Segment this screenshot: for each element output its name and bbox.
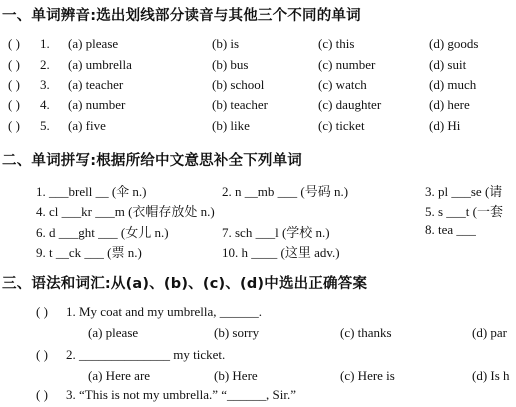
spelling-item[interactable]: 9. t __ck ___ (票 n.) bbox=[36, 245, 142, 260]
answer-blank[interactable]: ( ) bbox=[8, 57, 20, 72]
question-stem: 1. My coat and my umbrella, ______. bbox=[66, 304, 263, 319]
answer-blank[interactable]: ( ) bbox=[36, 304, 48, 319]
spelling-row-4 bbox=[0, 242, 516, 262]
grammar-question-3-stem bbox=[0, 387, 516, 407]
spelling-row-3 bbox=[0, 222, 516, 242]
option-c: (c) thanks bbox=[340, 325, 392, 340]
question-number: 4. bbox=[40, 97, 50, 112]
option-d: (d) Hi bbox=[429, 118, 461, 133]
option-b: (b) Here bbox=[214, 368, 258, 383]
spelling-item[interactable]: 10. h ____ (这里 adv.) bbox=[222, 245, 340, 260]
section-title-spelling: 二、单词拼写:根据所给中文意思补全下列单词 bbox=[2, 153, 302, 169]
answer-blank[interactable]: ( ) bbox=[8, 77, 20, 92]
question-number: 3. bbox=[40, 77, 50, 92]
option-b: (b) school bbox=[212, 77, 265, 92]
question-number: 5. bbox=[40, 118, 50, 133]
option-c: (c) ticket bbox=[318, 118, 365, 133]
option-b: (b) is bbox=[212, 36, 240, 51]
option-a: (a) please bbox=[88, 325, 139, 340]
option-a: (a) please bbox=[68, 36, 119, 51]
section-title-phonics: 一、单词辨音:选出划线部分读音与其他三个不同的单词 bbox=[2, 8, 361, 24]
option-d: (d) suit bbox=[429, 57, 467, 72]
answer-blank[interactable]: ( ) bbox=[8, 118, 20, 133]
spelling-item[interactable]: 6. d ___ght ___ (女儿 n.) bbox=[36, 225, 169, 240]
option-a: (a) Here are bbox=[88, 368, 151, 383]
question-stem: 2. ______________ my ticket. bbox=[66, 347, 226, 362]
spelling-row-2 bbox=[0, 201, 516, 221]
phonics-question-1 bbox=[8, 36, 516, 56]
option-c: (c) watch bbox=[318, 77, 367, 92]
question-number: 2. bbox=[40, 57, 50, 72]
spelling-item[interactable]: 7. sch ___l (学校 n.) bbox=[222, 225, 330, 240]
phonics-question-2 bbox=[8, 57, 516, 77]
option-b: (b) bus bbox=[212, 57, 249, 72]
spelling-item[interactable]: 1. ___brell __ (伞 n.) bbox=[36, 184, 147, 199]
option-b: (b) like bbox=[212, 118, 250, 133]
phonics-question-3 bbox=[8, 77, 516, 97]
phonics-question-4 bbox=[8, 97, 516, 117]
option-c: (c) Here is bbox=[340, 368, 395, 383]
grammar-question-1-options bbox=[0, 325, 516, 345]
option-a: (a) teacher bbox=[68, 77, 124, 92]
question-number: 1. bbox=[40, 36, 50, 51]
spelling-row-1 bbox=[0, 181, 516, 201]
answer-blank[interactable]: ( ) bbox=[36, 347, 48, 362]
answer-blank[interactable]: ( ) bbox=[8, 97, 20, 112]
grammar-question-2-options bbox=[0, 368, 516, 388]
option-d: (d) par bbox=[472, 325, 508, 340]
option-c: (c) this bbox=[318, 36, 355, 51]
grammar-question-1-stem bbox=[0, 304, 516, 324]
spelling-item[interactable]: 2. n __mb ___ (号码 n.) bbox=[222, 184, 349, 199]
option-c: (c) daughter bbox=[318, 97, 382, 112]
option-a: (a) number bbox=[68, 97, 126, 112]
option-d: (d) here bbox=[429, 97, 470, 112]
spelling-item[interactable]: 5. s ___t (一套 bbox=[425, 204, 504, 219]
option-a: (a) five bbox=[68, 118, 106, 133]
option-d: (d) goods bbox=[429, 36, 479, 51]
section-title-grammar: 三、语法和词汇:从(a)、(b)、(c)、(d)中选出正确答案 bbox=[2, 276, 368, 292]
option-c: (c) number bbox=[318, 57, 376, 72]
phonics-question-5 bbox=[8, 118, 516, 138]
option-a: (a) umbrella bbox=[68, 57, 132, 72]
option-d: (d) much bbox=[429, 77, 477, 92]
grammar-question-2-stem bbox=[0, 347, 516, 367]
answer-blank[interactable]: ( ) bbox=[8, 36, 20, 51]
spelling-item[interactable]: 8. tea ___ bbox=[425, 222, 476, 237]
option-d: (d) Is h bbox=[472, 368, 510, 383]
option-b: (b) teacher bbox=[212, 97, 268, 112]
answer-blank[interactable]: ( ) bbox=[36, 387, 48, 402]
spelling-item[interactable]: 3. pl ___se (请 bbox=[425, 184, 503, 199]
spelling-item[interactable]: 4. cl ___kr ___m (衣帽存放处 n.) bbox=[36, 204, 215, 219]
question-stem: 3. “This is not my umbrella.” “______, Sir.” bbox=[66, 387, 296, 402]
option-b: (b) sorry bbox=[214, 325, 260, 340]
